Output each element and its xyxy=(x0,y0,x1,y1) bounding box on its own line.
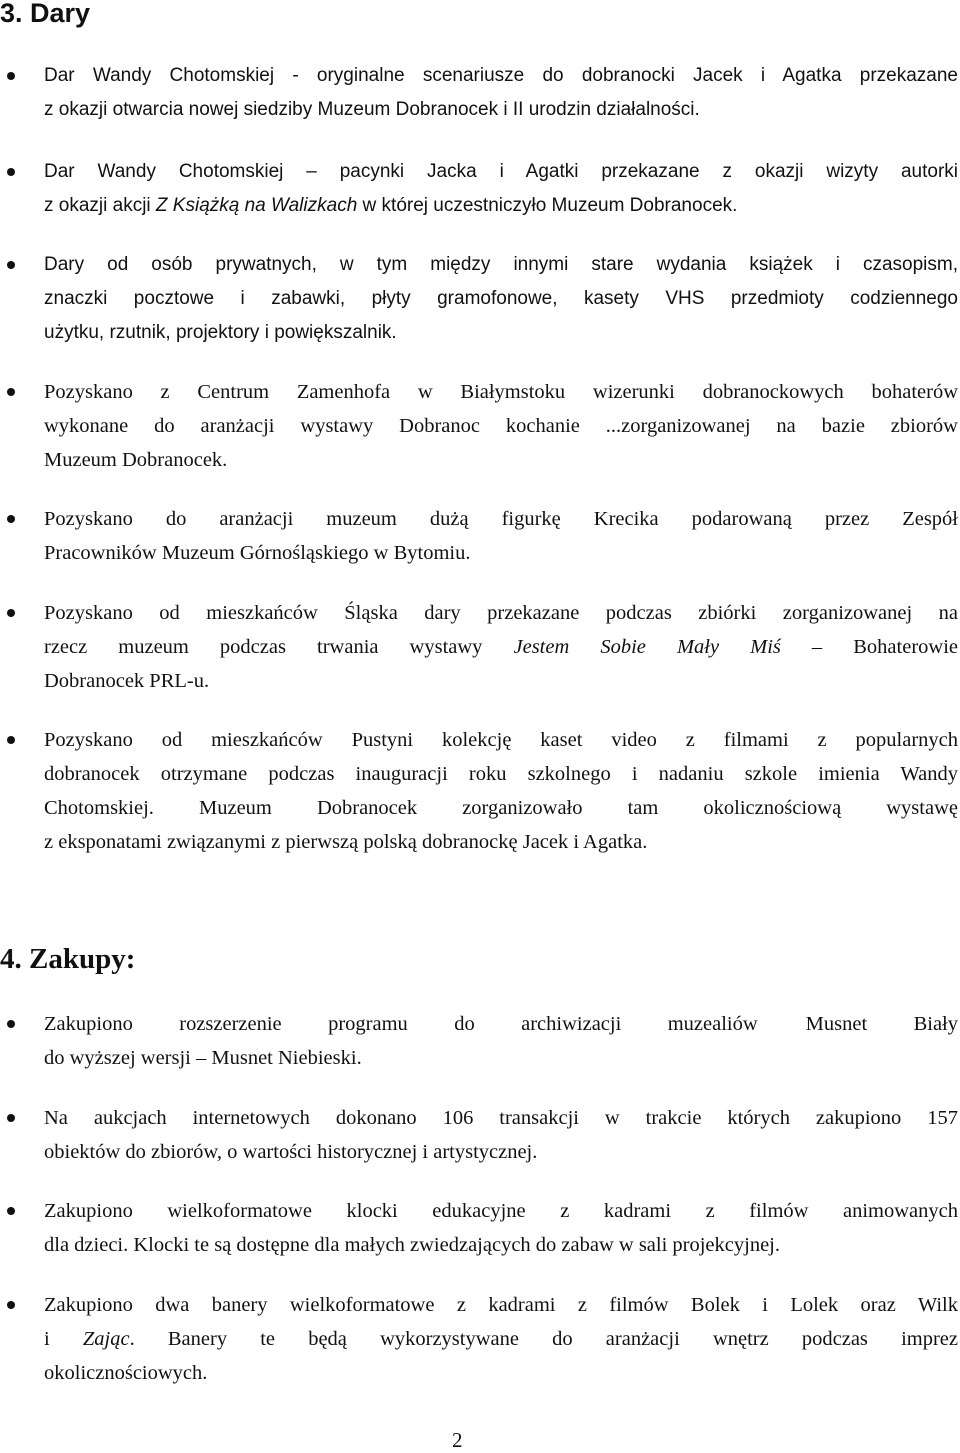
item-line: Dar Wandy Chotomskiej - oryginalne scenariusze do dobranocki Jacek i Agatka przekazane xyxy=(44,65,958,86)
item-line: Dar Wandy Chotomskiej – pacynki Jacka i Agatki przekazane z okazji wizyty autorki xyxy=(44,161,958,182)
list-item xyxy=(44,59,958,127)
section-4-heading: 4. Zakupy: xyxy=(0,943,136,975)
item-line: Pozyskano z Centrum Zamenhofa w Białymstoku wizerunki dobranockowych bohaterów xyxy=(44,381,958,403)
item-line: Zakupiono rozszerzenie programu do archiwizacji muzealiów Musnet Biały xyxy=(44,1013,958,1035)
item-line: Chotomskiej. Muzeum Dobranocek zorganizowało tam okolicznościową wystawę xyxy=(44,797,958,819)
bullet-icon xyxy=(7,1207,15,1215)
item-line: Pozyskano do aranżacji muzeum dużą figurkę Krecika podarowaną przez Zespół xyxy=(44,508,958,530)
item-line: okolicznościowych. xyxy=(44,1362,208,1384)
list-item xyxy=(44,723,958,859)
item-line: Zakupiono dwa banery wielkoformatowe z kadrami z filmów Bolek i Lolek oraz Wilk xyxy=(44,1294,958,1316)
event-title: Z Książką na Walizkach xyxy=(155,195,358,216)
list-item xyxy=(44,248,958,350)
bullet-icon xyxy=(7,388,15,396)
list-item xyxy=(44,1288,958,1390)
bullet-icon xyxy=(7,261,15,269)
item-line: obiektów do zbiorów, o wartości historycznej i artystycznej. xyxy=(44,1141,538,1163)
item-line: wykonane do aranżacji wystawy Dobranoc kochanie ...zorganizowanej na bazie zbiorów xyxy=(44,415,958,437)
item-line: dobranocek otrzymane podczas inauguracji roku szkolnego i nadaniu szkole imienia Wandy xyxy=(44,763,958,785)
item-line: rzecz muzeum podczas trwania wystawy Jestem Sobie Mały Miś – Bohaterowie xyxy=(44,636,958,658)
item-line: Pozyskano od mieszkańców Śląska dary przekazane podczas zbiórki zorganizowanej na xyxy=(44,602,958,624)
list-item xyxy=(44,596,958,698)
film-title: Zając xyxy=(82,1328,130,1350)
item-line: i Zając. Banery te będą wykorzystywane do aranżacji wnętrz podczas imprez xyxy=(44,1328,958,1350)
bullet-icon xyxy=(7,515,15,523)
bullet-icon xyxy=(7,1020,15,1028)
bullet-icon xyxy=(7,72,15,80)
item-line: Muzeum Dobranocek. xyxy=(44,449,228,471)
item-line: Pozyskano od mieszkańców Pustyni kolekcję kaset video z filmami z popularnych xyxy=(44,729,958,751)
item-line: Dary od osób prywatnych, w tym między innymi stare wydania książek i czasopism, xyxy=(44,254,958,275)
item-line: znaczki pocztowe i zabawki, płyty gramofonowe, kasety VHS przedmioty codziennego xyxy=(44,288,958,309)
item-line: dla dzieci. Klocki te są dostępne dla małych zwiedzających do zabaw w sali projekcyjnej. xyxy=(44,1234,780,1256)
list-item xyxy=(44,502,958,570)
list-item xyxy=(44,1194,958,1262)
list-item xyxy=(44,155,958,223)
item-line: Na aukcjach internetowych dokonano 106 transakcji w trakcie których zakupiono 157 xyxy=(44,1107,958,1129)
bullet-icon xyxy=(7,609,15,617)
bullet-icon xyxy=(7,736,15,744)
item-line: z eksponatami związanymi z pierwszą polską dobranockę Jacek i Agatka. xyxy=(44,831,648,853)
item-line: do wyższej wersji – Musnet Niebieski. xyxy=(44,1047,362,1069)
page-number: 2 xyxy=(452,1428,463,1452)
bullet-icon xyxy=(7,168,15,176)
list-item xyxy=(44,375,958,477)
item-line: Dobranocek PRL-u. xyxy=(44,670,210,692)
bullet-icon xyxy=(7,1114,15,1122)
item-line: z okazji otwarcia nowej siedziby Muzeum Dobranocek i II urodzin działalności. xyxy=(44,99,700,120)
item-line: Zakupiono wielkoformatowe klocki edukacyjne z kadrami z filmów animowanych xyxy=(44,1200,958,1222)
item-line: Pracowników Muzeum Górnośląskiego w Bytomiu. xyxy=(44,542,471,564)
list-item xyxy=(44,1101,958,1169)
bullet-icon xyxy=(7,1301,15,1309)
exhibition-title: Jestem Sobie Mały Miś xyxy=(513,636,781,658)
item-line: z okazji akcji Z Książką na Walizkach w której uczestniczyło Muzeum Dobranocek. xyxy=(44,195,738,216)
section-3-heading: 3. Dary xyxy=(0,0,91,28)
item-line: użytku, rzutnik, projektory i powiększalnik. xyxy=(44,322,397,343)
list-item xyxy=(44,1007,958,1075)
